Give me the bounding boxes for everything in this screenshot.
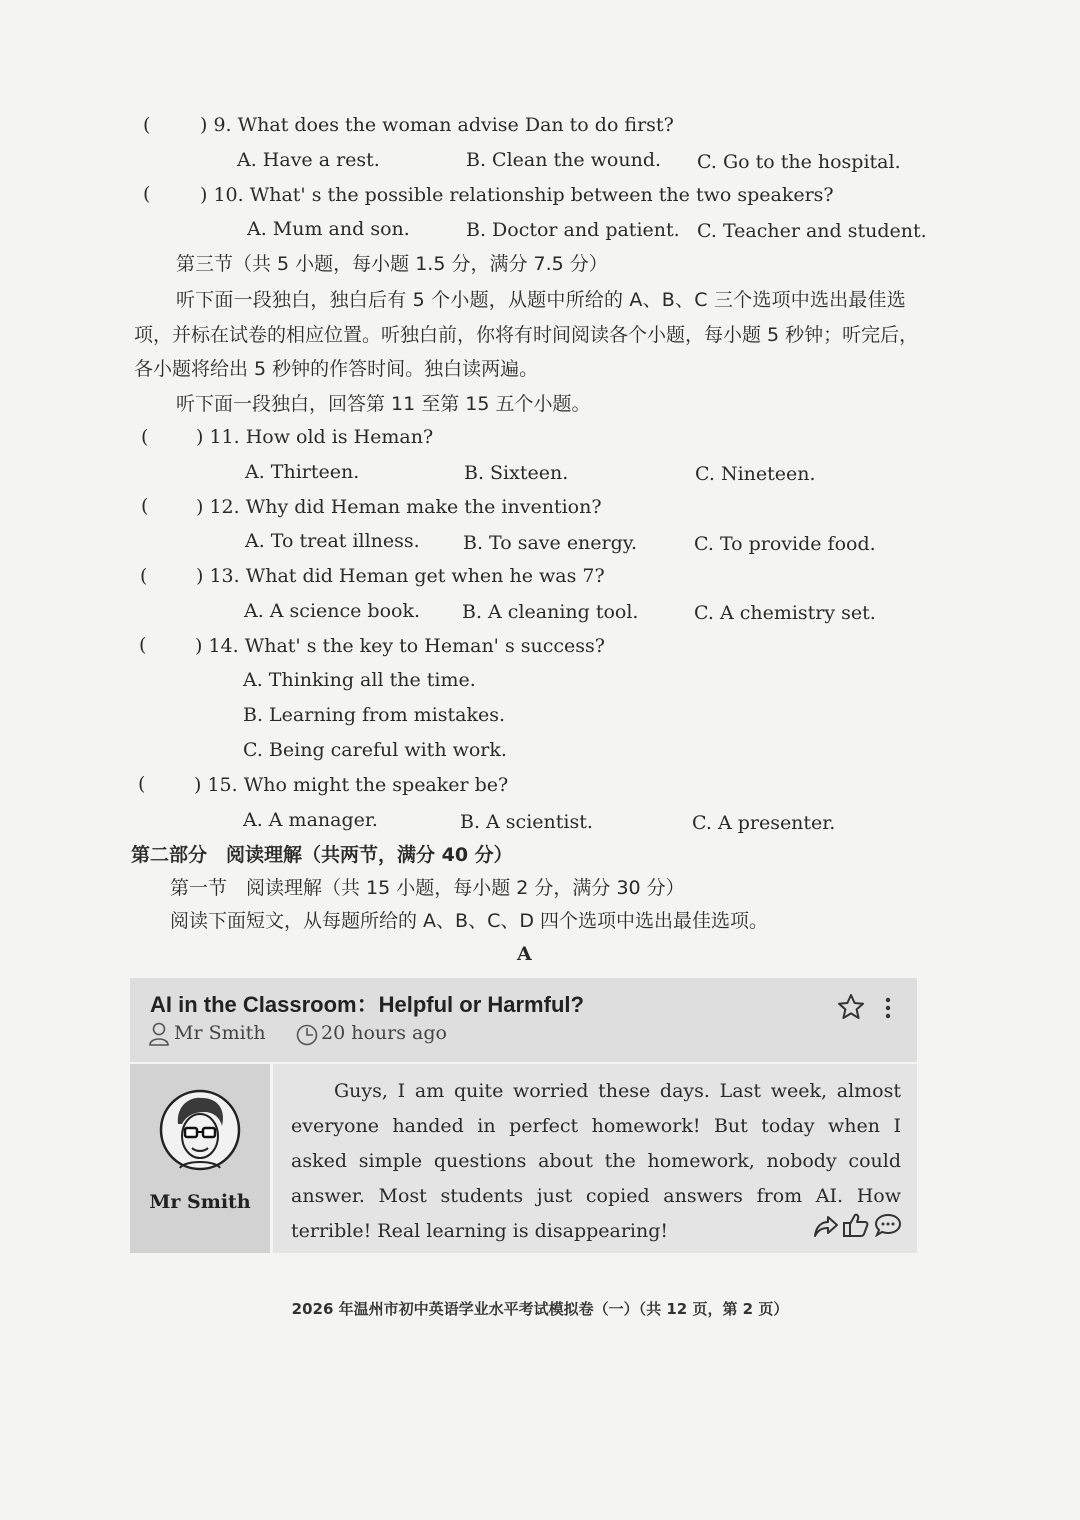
section3-instr-3: 各小题将给出 5 秒钟的作答时间。独白读两遍。	[134, 358, 539, 380]
page-footer: 2026 年温州市初中英语学业水平考试模拟卷（一）（共 12 页，第 2 页）	[291, 1300, 789, 1318]
option-15c: C. A presenter.	[692, 812, 836, 834]
post-title: AI in the Classroom：Helpful or Harmful?	[150, 992, 584, 1017]
option-14c: C. Being careful with work.	[243, 739, 507, 761]
part2-instr: 阅读下面短文，从每题所给的 A、B、C、D 四个选项中选出最佳选项。	[170, 910, 769, 932]
user-icon	[148, 1022, 170, 1050]
answer-paren: (	[141, 495, 149, 517]
option-10b: B. Doctor and patient.	[466, 219, 680, 241]
post-header	[130, 978, 917, 1062]
option-15a: A. A manager.	[243, 809, 378, 831]
section3-instr-4: 听下面一段独白，回答第 11 至第 15 五个小题。	[176, 393, 591, 415]
question-15: ) 15. Who might the speaker be?	[194, 774, 509, 796]
option-10a: A. Mum and son.	[247, 218, 410, 240]
post-body: Guys, I am quite worried these days. Last week, almost everyone handed in perfect homework! But today when I asked simple questions about the homework, nobody could answer. Most students just copied answers from AI. How terrible! Real learning is disappearing!	[291, 1080, 901, 1242]
author-caption: Mr Smith	[149, 1191, 251, 1213]
share-icon[interactable]	[813, 1214, 839, 1242]
like-icon[interactable]	[842, 1212, 870, 1242]
option-13b: B. A cleaning tool.	[462, 601, 639, 623]
option-10c: C. Teacher and student.	[697, 220, 927, 242]
avatar[interactable]	[158, 1088, 242, 1176]
option-12c: C. To provide food.	[694, 533, 876, 555]
star-icon[interactable]	[836, 992, 866, 1026]
question-9: ) 9. What does the woman advise Dan to do first?	[200, 114, 674, 136]
part2-heading: 第二部分 阅读理解（共两节，满分 40 分）	[131, 844, 513, 866]
section3-instr-1: 听下面一段独白，独白后有 5 个小题，从题中所给的 A、B、C 三个选项中选出最佳选	[176, 289, 906, 311]
part2-section1: 第一节 阅读理解（共 15 小题，每小题 2 分，满分 30 分）	[170, 877, 685, 899]
author-panel	[130, 1064, 270, 1253]
option-9a: A. Have a rest.	[237, 149, 380, 171]
option-12a: A. To treat illness.	[245, 530, 420, 552]
answer-paren: (	[143, 114, 151, 136]
section3-heading: 第三节（共 5 小题，每小题 1.5 分，满分 7.5 分）	[176, 253, 608, 275]
question-13: ) 13. What did Heman get when he was 7?	[196, 565, 605, 587]
option-13a: A. A science book.	[244, 600, 421, 622]
answer-paren: (	[143, 183, 151, 205]
option-11a: A. Thirteen.	[245, 461, 360, 483]
comment-icon[interactable]	[874, 1213, 902, 1241]
question-14: ) 14. What' s the key to Heman' s success?	[195, 635, 605, 657]
option-9b: B. Clean the wound.	[466, 149, 662, 171]
answer-paren: (	[141, 426, 149, 448]
passage-label: A	[517, 943, 532, 965]
answer-paren: (	[139, 634, 147, 656]
forum-post-card	[130, 978, 917, 1253]
option-12b: B. To save energy.	[463, 532, 638, 554]
option-14b: B. Learning from mistakes.	[243, 704, 506, 726]
question-11: ) 11. How old is Heman?	[196, 426, 434, 448]
option-15b: B. A scientist.	[460, 811, 593, 833]
post-author[interactable]: Mr Smith	[174, 1022, 266, 1044]
option-11c: C. Nineteen.	[695, 463, 816, 485]
answer-paren: (	[140, 565, 148, 587]
option-14a: A. Thinking all the time.	[243, 669, 476, 691]
answer-paren: (	[138, 773, 146, 795]
post-body-panel	[273, 1064, 917, 1253]
post-time: 20 hours ago	[321, 1022, 447, 1044]
option-9c: C. Go to the hospital.	[697, 151, 901, 173]
option-11b: B. Sixteen.	[464, 462, 569, 484]
question-12: ) 12. Why did Heman make the invention?	[196, 496, 602, 518]
question-10: ) 10. What' s the possible relationship between the two speakers?	[200, 184, 834, 206]
more-options-icon[interactable]	[884, 996, 892, 1024]
clock-icon	[296, 1024, 318, 1050]
option-13c: C. A chemistry set.	[694, 602, 876, 624]
section3-instr-2: 项，并标在试卷的相应位置。听独白前，你将有时间阅读各个小题，每小题 5 秒钟；听完后，	[134, 324, 919, 346]
